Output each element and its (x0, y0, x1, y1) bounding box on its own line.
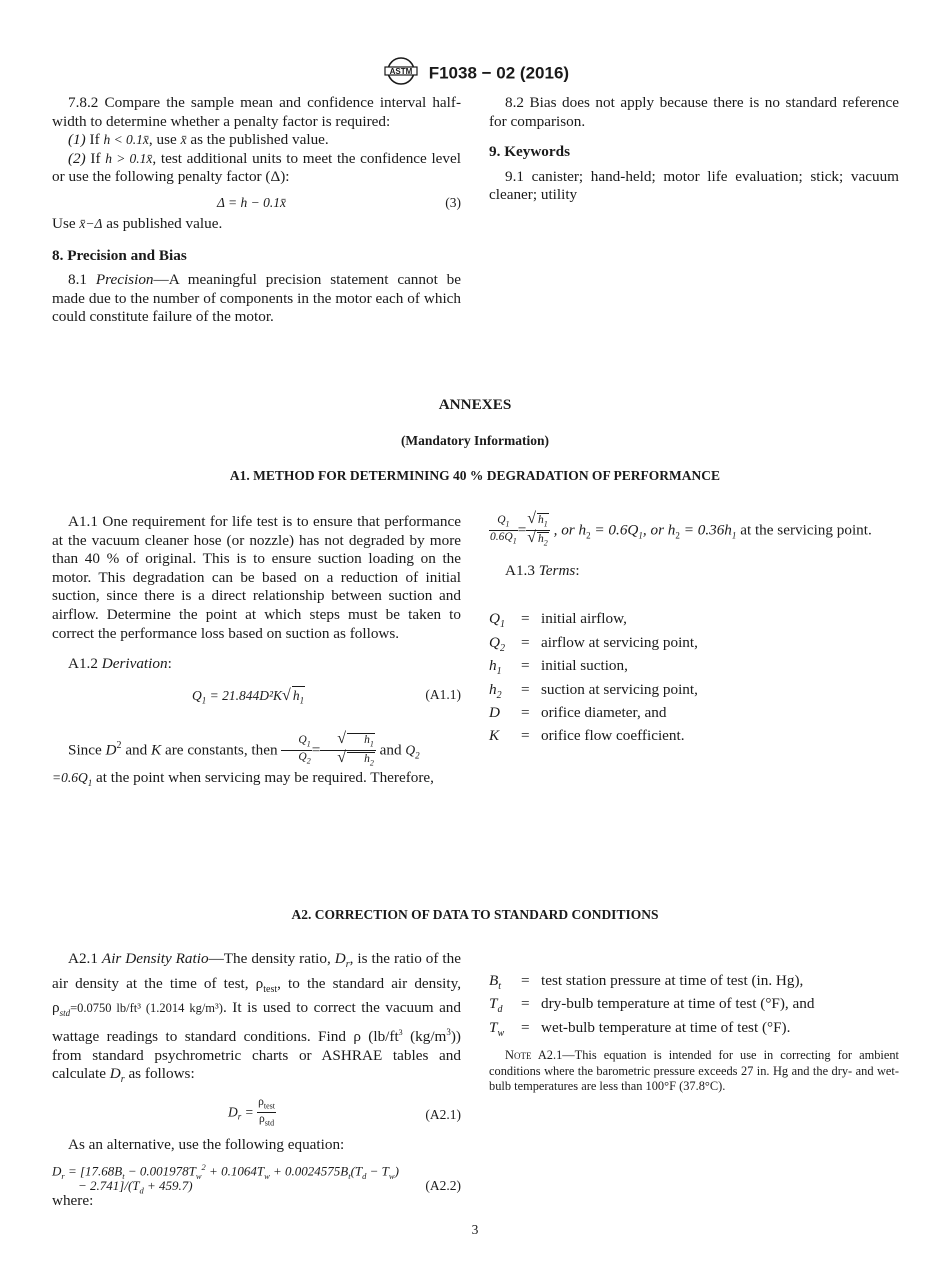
paragraph-alternative: As an alternative, use the following equation: (68, 1135, 345, 1153)
term-equals: = (521, 633, 530, 651)
use-line: Use x̄−Δ as published value. (52, 214, 223, 232)
paragraph-a1-2: A1.2 Derivation: (68, 655, 172, 673)
term-symbol: D (489, 703, 500, 721)
term-row (489, 1019, 814, 1042)
document-designation: F1038 − 02 (2016) (428, 63, 570, 83)
term-description: wet-bulb temperature at time of test (°F). (541, 1018, 791, 1036)
term-equals: = (521, 995, 530, 1013)
paragraph-a2-1: A2.1 Air Density Ratio—The density ratio, $D_r$, is the ratio of the air density at the time of test, $\rho_{test}$, to the standard air density, $\rho_{std}=0.0750$ lb/ft³ (1.2014 kg/m³). It is used to correct the vacuum and wattage readings to standard conditions. Find ρ ($lb/ft^3$ $(kg/m^3)$) from standard psychrometric charts or ASHRAE tables and calculate $D_r$ as follows: (52, 950, 461, 1086)
term-row (489, 610, 698, 633)
equation-3: Δ = h − 0.1x̄ (3) (217, 194, 461, 210)
annex-a1-left (52, 513, 461, 793)
paragraph-7-8-2-item-1: (1) If h < 0.1x̄, use x̄ as the published value. (68, 131, 329, 149)
term-description: airflow at servicing point, (541, 633, 698, 651)
paragraph-a1-1: A1.1 One requirement for life test is to ensure that performance at the vacuum cleaner hose (or nozzle) has not degraded by more than 40 % of original. This is to ensure suction loading on the motor. This degradation can be based on a reduction of initial suction, since there is a direct relationship between suction and airflow. Determine the point at which steps must be taken to correct the performance loss based on suction as follows. (52, 513, 461, 642)
term-equals: = (521, 727, 530, 745)
paragraph-since-continued: $=0.6Q_1$ at the point when servicing may be required. Therefore, (52, 769, 434, 789)
term-symbol: $Q_1$ (489, 610, 505, 631)
annex-a2-title: A2. CORRECTION OF DATA TO STANDARD CONDITIONS (291, 907, 659, 922)
paragraph-9-1: 9.1 canister; hand-held; motor life evaluation; stick; vacuum cleaner; utility (489, 167, 899, 204)
terms-list-a2 (489, 972, 814, 1042)
term-symbol: $T_d$ (489, 995, 503, 1016)
equation-a2-2: $D_r = [17.68B_t - 0.001978T_w^2 + 0.1064T_w + 0.0024575B_t(T_d - T_w)$ − $2.741]/(T_d + 459.7)$ (A2.2) (52, 1162, 461, 1196)
paragraph-8-2: 8.2 Bias does not apply because there is no standard reference for comparison. (489, 94, 899, 130)
annexes-subtitle: (Mandatory Information) (400, 433, 550, 448)
annex-a1-title: A1. METHOD FOR DETERMINING 40 % DEGRADATION OF PERFORMANCE (229, 468, 721, 483)
term-description: initial airflow, (541, 610, 627, 628)
paragraph-a1-3: A1.3 Terms: (505, 561, 580, 579)
paragraph-7-8-2: 7.8.2 Compare the sample mean and confidence interval half-width to determine whether a penalty factor is required: (52, 94, 461, 130)
fraction-q1-q2: $\frac{Q_1}{Q_2}$ (281, 734, 311, 768)
term-symbol: $h_1$ (489, 657, 502, 678)
term-row (489, 657, 698, 680)
term-equals: = (521, 972, 530, 989)
term-description: dry-bulb temperature at time of test (°F), and (541, 995, 815, 1013)
term-row (489, 727, 698, 750)
page-header (0, 56, 950, 92)
equation-a1-1: $Q_1 = 21.844D^2K√$ $h_1$ (A1.1) (52, 678, 461, 712)
annex-a2-right (489, 972, 899, 1095)
term-symbol: $h_2$ (489, 680, 502, 701)
term-row (489, 972, 814, 995)
term-equals: = (521, 610, 530, 628)
paragraph-8-1: 8.1 Precision—A meaningful precision statement cannot be made due to the number of components in the motor each of which could constitute failure of the motor. (52, 271, 462, 326)
terms-list-a1 (489, 610, 698, 751)
where-label: where: (52, 1192, 94, 1210)
term-equals: = (521, 703, 530, 721)
paragraph-since: Since $D^2$ and K are constants, then $\frac{Q_1}{Q_2}$ = $\frac{√ h_1}{√ h_2}$ and $Q_2$ (68, 729, 420, 768)
section-7-8-2 (52, 94, 461, 327)
astm-logo-icon (381, 56, 421, 92)
note-a2-1: Note A2.1—This equation is intended for use in correcting for ambient conditions where the barometric pressure exceeds 27 in. Hg and the dry- and wet-bulb temperatures are less than 100°F (37.8°C). (489, 1048, 899, 1094)
term-symbol: K (489, 727, 500, 745)
annexes-title: ANNEXES (438, 396, 512, 413)
fraction-q1-06q1: $\frac{Q_1}{0.6Q_1}$ (490, 514, 517, 546)
section-9-heading: 9. Keywords (489, 143, 570, 161)
section-8-heading: 8. Precision and Bias (52, 246, 187, 264)
term-symbol: $B_t$ (489, 972, 502, 993)
annex-a2-left (52, 950, 461, 1211)
equation-a2-1: $D_r$ = $\frac{\rho_{test}}{\rho_{std}}$ (A2.1) (228, 1095, 461, 1128)
svg-text:ASTM: ASTM (389, 67, 413, 76)
term-equals: = (521, 657, 530, 675)
term-symbol: $T_w$ (489, 1018, 505, 1039)
term-description: initial suction, (541, 657, 628, 675)
paragraph-ratio-equation: $\frac{Q_1}{0.6Q_1}$ = $\frac{√ h_1}{√ h_2}$ , or $h_2 = 0.6Q_1$, or $h_2 = 0.36h_1$ at the servicing point. (490, 510, 872, 548)
section-8-2-and-9 (489, 94, 899, 205)
term-row (489, 634, 698, 657)
term-description: orifice diameter, and (541, 703, 667, 721)
term-symbol: $Q_2$ (489, 633, 505, 654)
paragraph-7-8-2-item-2: (2) If h > 0.1x̄, test additional units to meet the confidence level or use the following penalty factor (Δ): (52, 149, 461, 186)
term-row (489, 681, 698, 704)
term-equals: = (521, 1018, 530, 1036)
term-row (489, 704, 698, 727)
fraction-h1-h2: $\frac{√ h_1}{√ h_2}$ (320, 732, 376, 770)
page-number: 3 (471, 1222, 479, 1237)
term-description: orifice flow coefficient. (541, 727, 685, 745)
term-row (489, 995, 814, 1018)
term-equals: = (521, 680, 530, 698)
term-description: test station pressure at time of test (in. Hg), (541, 972, 804, 989)
fraction-sqrt-h1-h2: $\frac{√ h_1}{√ h_2}$ (527, 510, 548, 548)
term-description: suction at servicing point, (541, 680, 698, 698)
annex-a1-right (489, 512, 899, 751)
